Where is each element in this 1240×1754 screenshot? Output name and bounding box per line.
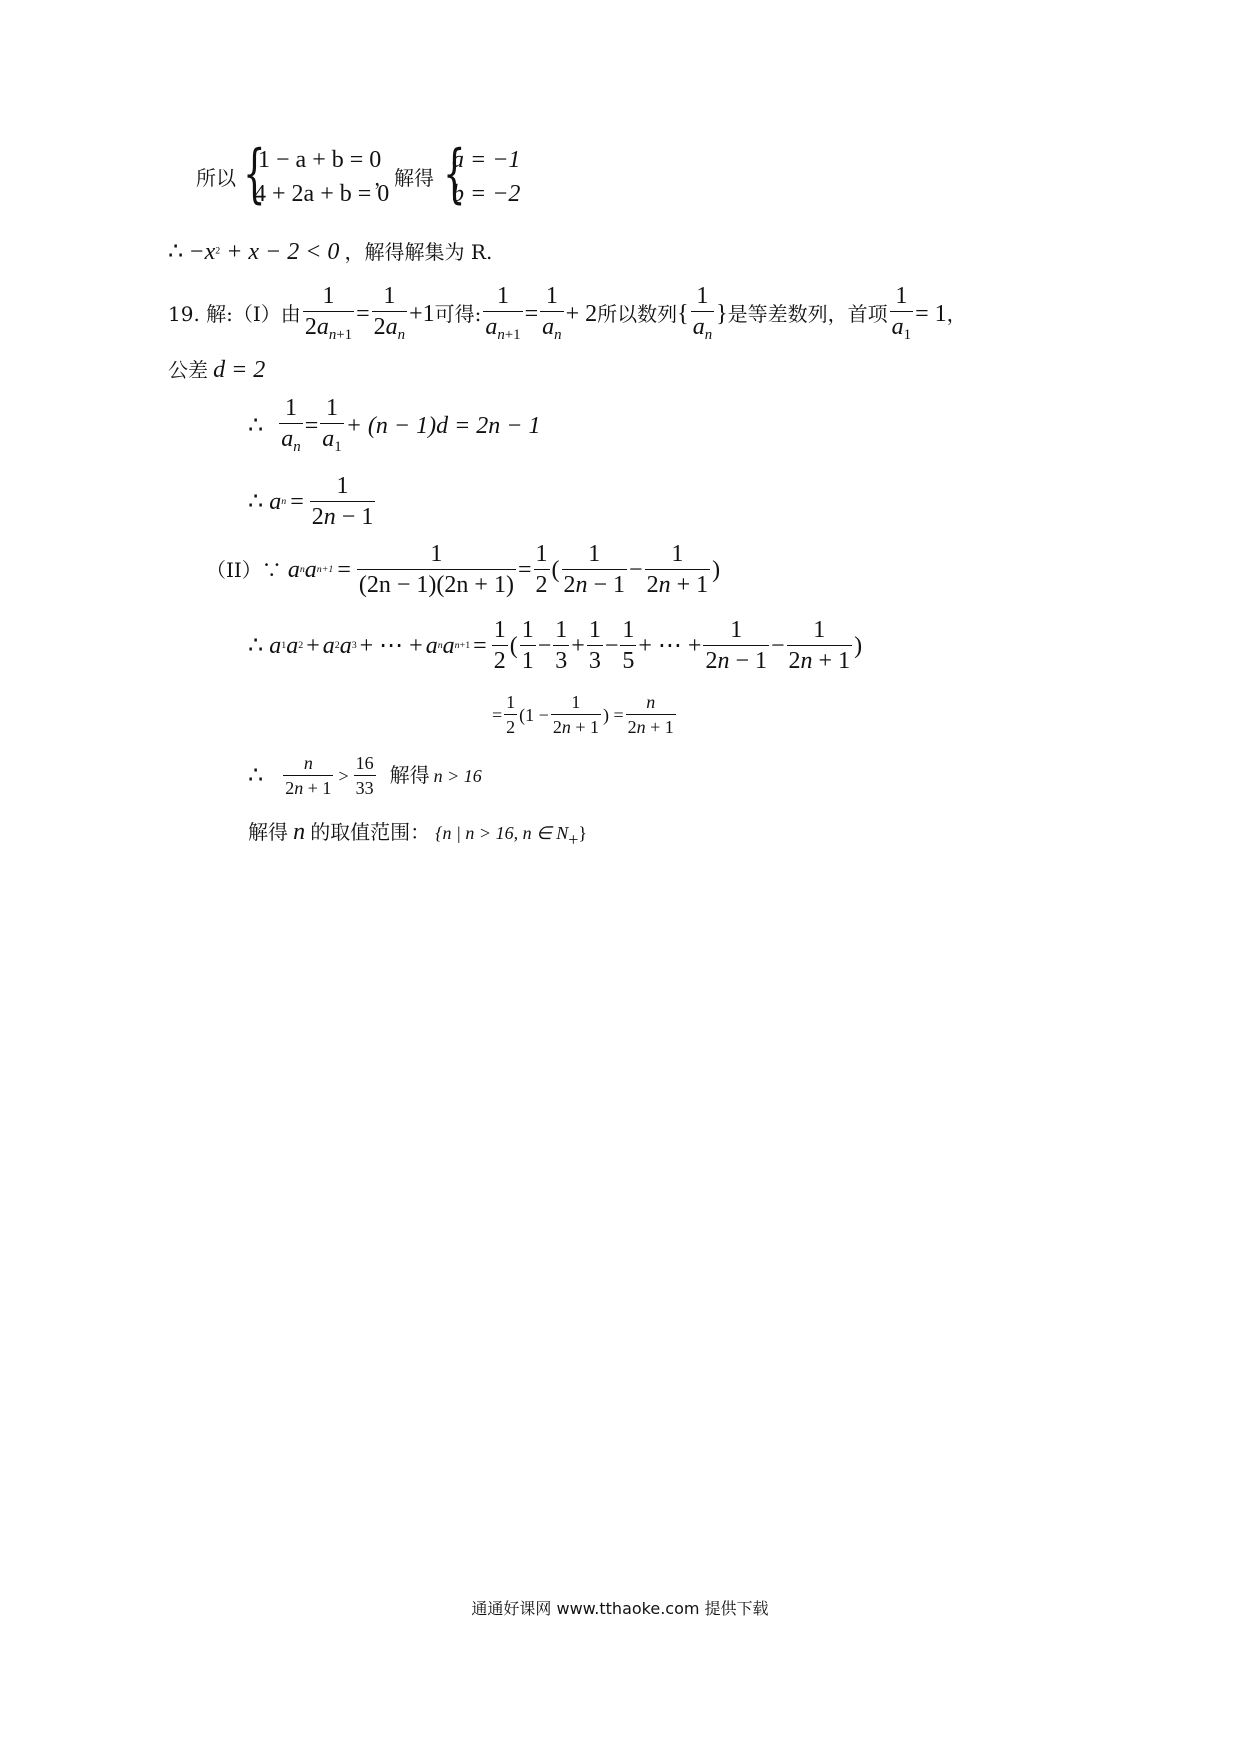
range-set: {n | n > 16, n ∈ N <box>435 823 569 843</box>
solve-label: ，解得 <box>374 166 434 190</box>
can-get-text: 可得: <box>434 302 482 326</box>
result-a: a = −1 <box>452 147 521 173</box>
part-2-line: （II）∵ a n a n+1 = $\frac{1}{(2n - 1)(2n + 1)}$ = $\frac{1}{2}$ ( $\frac{1}{2n - 1}$ − $\frac{1}{2n + 1}$ ) <box>206 540 721 598</box>
system-prefix: 所以 <box>196 166 236 190</box>
fraction-1-over-2an1: $\frac{1}{2a_{n+1}}$ <box>304 283 353 344</box>
left-brace-1: { <box>243 137 266 211</box>
fraction-sequence: $\frac{1}{a_n}$ <box>692 283 713 344</box>
expr-neg-x: −x <box>188 239 216 265</box>
set-close: } <box>578 823 588 843</box>
left-brace-2: { <box>443 137 466 211</box>
subscript-n1: n+1 <box>316 564 334 576</box>
part-2-label: （II）∵ <box>206 558 282 582</box>
arithmetic-text: 是等差数列，首项 <box>727 302 888 326</box>
common-difference-line <box>168 358 265 382</box>
an-subscript: n <box>281 496 287 508</box>
inequality-conclusion: ∴ $\frac{n}{2n + 1}$ > $\frac{16}{33}$ 解得 n > 16 <box>248 753 482 798</box>
therefore-symbol: ∴ <box>168 239 184 265</box>
fraction-an-value: $\frac{1}{2n - 1}$ <box>311 472 374 530</box>
inequality-line <box>168 240 492 264</box>
fraction-1-over-an: $\frac{1}{a_n}$ <box>281 395 301 456</box>
fraction-first-term: $\frac{1}{a_1}$ <box>891 283 912 344</box>
equation-2: 4 + 2a + b = 0 <box>254 181 390 207</box>
solve-label: 解得 <box>389 765 430 787</box>
subscript-n: n <box>299 564 305 576</box>
solution-set-text: ，解得解集为 R. <box>344 240 493 264</box>
an1-symbol: a <box>304 557 317 583</box>
set-subscript: + <box>568 829 579 850</box>
footer-text: 通通好课网 www.tthaoke.com 提供下载 <box>471 1599 769 1618</box>
therefore-symbol: ∴ <box>248 633 264 659</box>
general-term <box>248 472 377 532</box>
common-difference-label: 公差 <box>168 358 208 382</box>
range-label: 的取值范围： <box>310 820 431 844</box>
telescoping-result: = $\frac{1}{2}$ (1 − $\frac{1}{2n + 1}$ ) = $\frac{n}{2n + 1}$ <box>492 692 674 737</box>
fraction-1-over-2an: $\frac{1}{2a_n}$ <box>373 283 406 344</box>
final-answer <box>248 820 587 850</box>
reciprocal-rhs: + (n − 1)d = 2n − 1 <box>345 413 541 439</box>
so-sequence-text: 所以数列 <box>597 302 678 326</box>
therefore-symbol: ∴ <box>248 489 264 515</box>
problem-19-line: 19. 解:（I）由 $\frac{1}{2a_{n+1}}$ = $\frac{1}{2a_n}$ +1 可得: $\frac{1}{a_{n+1}}$ = $\frac{1}{a_n}$ + 2 所以数列 { $\frac{1}{a_n}$ } 是等差数列，首项 $\frac{1}{a_1}$ = 1 ， <box>168 283 967 344</box>
problem-19-label: 19. 解:（I）由 <box>168 302 301 326</box>
therefore-symbol: ∴ <box>248 763 264 789</box>
fraction-1-over-an1: $\frac{1}{a_{n+1}}$ <box>485 283 521 344</box>
fraction-1-over-2n1: $\frac{1}{2n + 1}$ <box>646 540 709 598</box>
comma: ， <box>946 302 967 326</box>
an-symbol: a <box>269 489 282 515</box>
expr-rest: + x − 2 < 0 <box>220 239 340 265</box>
fraction-product: $\frac{1}{(2n - 1)(2n + 1)}$ <box>358 540 514 598</box>
exponent: 2 <box>215 245 221 257</box>
fraction-1-over-an: $\frac{1}{a_n}$ <box>542 283 562 344</box>
telescoping-sum: ∴ a 1 a 2 + a 2 a 3 + ⋯ + a n a n+1 = $\frac{1}{2}$ ( $\frac{1}{1}$ − $\frac{1}{3}$ + $\frac{1}{3}$ − $\frac{1}{5}$ + ⋯ + $\frac{1}{2n - 1}$ − $\frac{1}{2n + 1}$ ) <box>248 616 863 674</box>
n-result: n > 16 <box>433 765 482 786</box>
fraction-1-over-2n-1: $\frac{1}{2n - 1}$ <box>563 540 626 598</box>
final-prefix: 解得 <box>248 820 288 844</box>
general-term-reciprocal: ∴ $\frac{1}{a_n}$ = $\frac{1}{a_1}$ + (n − 1)d = 2n − 1 <box>248 395 541 456</box>
an-symbol: a <box>287 557 300 583</box>
therefore-symbol: ∴ <box>248 413 264 439</box>
fraction-1-over-a1: $\frac{1}{a_1}$ <box>322 395 342 456</box>
common-difference-value: d = 2 <box>213 357 266 383</box>
result-b: b = −2 <box>452 181 521 207</box>
fraction-half: $\frac{1}{2}$ <box>535 540 548 598</box>
n-variable: n <box>293 819 306 845</box>
equals: = <box>290 489 304 515</box>
equation-1: 1 − a + b = 0 <box>258 147 382 173</box>
